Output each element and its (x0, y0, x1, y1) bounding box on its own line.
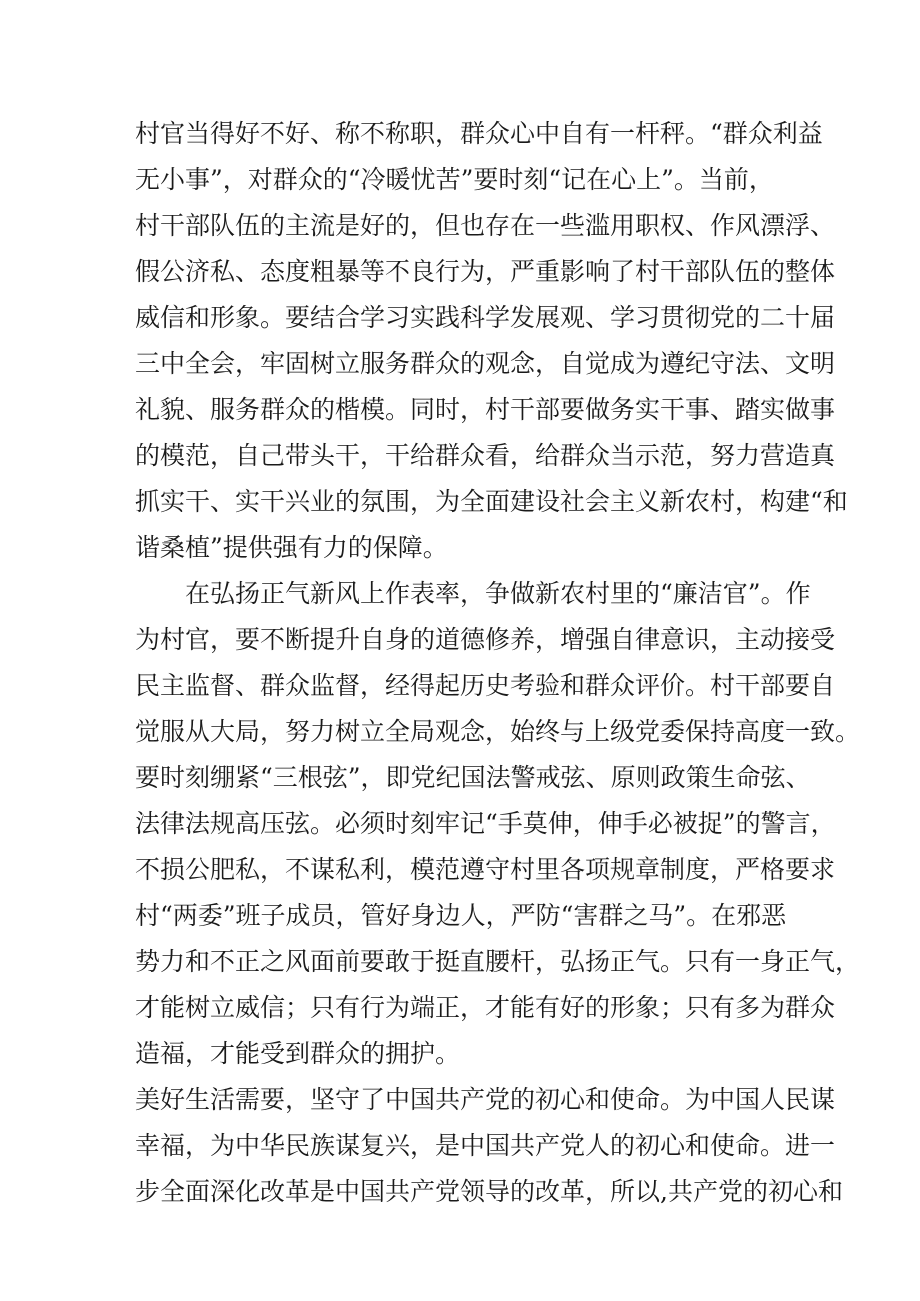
paragraph-1-line-5: 威信和形象。要结合学习实践科学发展观、学习贯彻党的二十届 (135, 303, 836, 332)
paragraph-2-line-1: 在弘扬正气新风上作表率，争做新农村里的“廉洁官”。作 (185, 579, 811, 608)
paragraph-1-line-2: 无小事”，对群众的“冷暖忧苦”要时刻“记在心上”。当前， (135, 165, 774, 194)
paragraph-2-line-5: 要时刻绷紧“三根弦”，即党纪国法警戒弦、原则政策生命弦、 (135, 763, 811, 792)
paragraph-2-line-3: 民主监督、群众监督，经得起历史考验和群众评价。村干部要自 (135, 671, 836, 700)
paragraph-1-line-9: 抓实干、实干兴业的氛围，为全面建设社会主义新农村，构建“和 (135, 487, 848, 516)
paragraph-2-line-4: 觉服从大局，努力树立全局观念，始终与上级党委保持高度一致。 (135, 717, 861, 746)
paragraph-2-line-10: 才能树立威信；只有行为端正，才能有好的形象；只有多为群众 (135, 993, 836, 1022)
paragraph-1-line-7: 礼貌、服务群众的楷模。同时，村干部要做务实干事、踏实做事 (135, 395, 836, 424)
paragraph-3-line-3: 步全面深化改革是中国共产党领导的改革，所以,共产党的初心和 (135, 1177, 843, 1206)
paragraph-1-line-8: 的模范，自己带头干，干给群众看，给群众当示范，努力营造真 (135, 441, 836, 470)
paragraph-1-line-6: 三中全会，牢固树立服务群众的观念，自觉成为遵纪守法、文明 (135, 349, 836, 378)
paragraph-2-line-9: 势力和不正之风面前要敢于挺直腰杆，弘扬正气。只有一身正气， (135, 947, 861, 976)
paragraph-2-line-8: 村“两委”班子成员，管好身边人，严防“害群之马”。在邪恶 (135, 901, 787, 930)
paragraph-2-line-7: 不损公肥私，不谋私利，模范遵守村里各项规章制度，严格要求 (135, 855, 836, 884)
paragraph-3-line-2: 幸福，为中华民族谋复兴，是中国共产党人的初心和使命。进一 (135, 1131, 836, 1160)
paragraph-1-line-4: 假公济私、态度粗暴等不良行为，严重影响了村干部队伍的整体 (135, 257, 836, 286)
paragraph-2-line-2: 为村官，要不断提升自身的道德修养，增强自律意识，主动接受 (135, 625, 836, 654)
paragraph-1-line-1: 村官当得好不好、称不称职，群众心中自有一杆秤。“群众利益 (135, 119, 823, 148)
paragraph-1-line-10: 谐桑植”提供强有力的保障。 (135, 533, 448, 562)
paragraph-2-line-6: 法律法规高压弦。必须时刻牢记“手莫伸，伸手必被捉”的警言， (135, 809, 836, 838)
paragraph-2-line-11: 造福，才能受到群众的拥护。 (135, 1039, 461, 1068)
paragraph-3-line-1: 美好生活需要，坚守了中国共产党的初心和使命。为中国人民谋 (135, 1085, 836, 1114)
paragraph-1-line-3: 村干部队伍的主流是好的，但也存在一些滥用职权、作风漂浮、 (135, 211, 836, 240)
